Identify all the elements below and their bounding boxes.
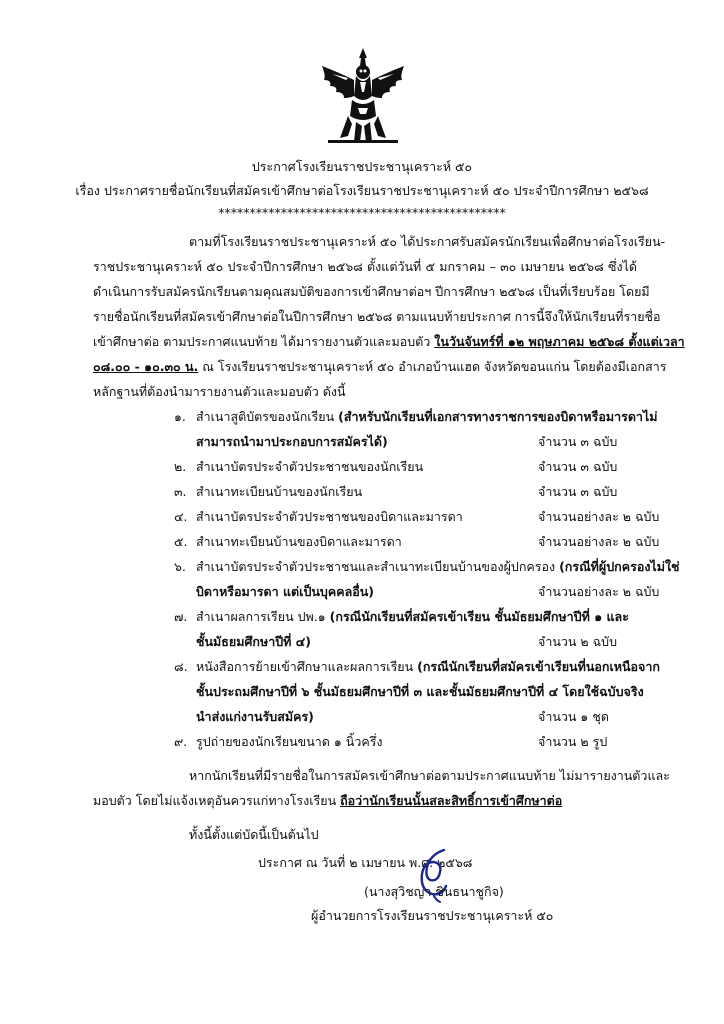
list-item-quantity: จำนวน ๑ ชุด: [538, 709, 609, 724]
announcement-subject: เรื่อง ประกาศรายชื่อนักเรียนที่สมัครเข้าศึกษาต่อโรงเรียนราชประชานุเคราะห์ ๕๐ ประจำปีการศึกษา ๒๕๖๘: [75, 183, 649, 198]
list-item-number: ๑.: [174, 409, 186, 424]
list-item: สำเนาบัตรประจำตัวประชาชนของนักเรียน: [196, 459, 424, 474]
list-item-number: ๖.: [174, 559, 186, 574]
list-item-continuation: ชั้นประถมศึกษาปีที่ ๖ ชั้นมัธยมศึกษาปีที่ ๓ และชั้นมัธยมศึกษาปีที่ ๔ โดยใช้ฉบับจริง: [196, 684, 644, 699]
list-item: หนังสือการย้ายเข้าศึกษาและผลการเรียน (กรณีนักเรียนที่สมัครเข้าเรียนที่นอกเหนือจาก: [196, 659, 660, 674]
report-date-emphasis: ในวันจันทร์ที่ ๑๒ พฤษภาคม ๒๕๖๘ ตั้งแต่เวลา: [434, 334, 685, 349]
paragraph-1-line-2: ราชประชานุเคราะห์ ๕๐ ประจำปีการศึกษา ๒๕๖๘ ตั้งแต่วันที่ ๕ มกราคม – ๓๐ เมษายน ๒๕๖๘ ซึ่งได้: [93, 259, 637, 274]
list-item: สำเนาผลการเรียน ปพ.๑ (กรณีนักเรียนที่สมัครเข้าเรียน ชั้นมัธยมศึกษาปีที่ ๑ และ: [196, 609, 629, 624]
list-item-number: ๒.: [174, 459, 187, 474]
list-item-quantity: จำนวน ๓ ฉบับ: [538, 459, 618, 474]
paragraph-2-line-2: มอบตัว โดยไม่แจ้งเหตุอันควรแก่ทางโรงเรียน ถือว่านักเรียนนั้นสละสิทธิ์การเข้าศึกษาต่อ: [93, 793, 563, 808]
list-item-quantity: จำนวนอย่างละ ๒ ฉบับ: [538, 584, 660, 599]
paragraph-2-line-1: หากนักเรียนที่มีรายชื่อในการสมัครเข้าศึกษาต่อตามประกาศแนบท้าย ไม่มารายงานตัวและ: [189, 768, 670, 783]
garuda-emblem-icon: [318, 46, 408, 146]
list-item: สำเนาบัตรประจำตัวประชาชนและสำเนาทะเบียนบ้านของผู้ปกครอง (กรณีที่ผู้ปกครองไม่ใช่: [196, 559, 680, 574]
list-item-continuation: นำส่งแก่งานรับสมัคร): [196, 709, 314, 724]
list-item-continuation: ชั้นมัธยมศึกษาปีที่ ๔): [196, 634, 311, 649]
paragraph-1-line-4: รายชื่อนักเรียนที่สมัครเข้าศึกษาต่อในปีการศึกษา ๒๕๖๘ ตามแนบท้ายประกาศ การนี้จึงให้นักเรียนที่รายชื่อ: [93, 309, 661, 324]
list-item: สำเนาบัตรประจำตัวประชาชนของบิดาและมารดา: [196, 509, 463, 524]
list-item-quantity: จำนวน ๒ ฉบับ: [538, 634, 618, 649]
list-item: สำเนาสูติบัตรของนักเรียน (สำหรับนักเรียนที่เอกสารทางราชการของบิดาหรือมารดาไม่: [196, 409, 658, 424]
paragraph-1-line-7: หลักฐานที่ต้องนำมารายงานตัวและมอบตัว ดังนี้: [93, 384, 346, 399]
list-item-continuation: สามารถนำมาประกอบการสมัครได้): [196, 434, 388, 449]
paragraph-1-line-3: ดำเนินการรับสมัครนักเรียนตามคุณสมบัติของการเข้าศึกษาต่อฯ ปีการศึกษา ๒๕๖๘ เป็นที่เรียบร้อย โดยมี: [93, 284, 650, 299]
list-item-quantity: จำนวนอย่างละ ๒ ฉบับ: [538, 534, 660, 549]
list-item-number: ๘.: [174, 659, 188, 674]
list-item-continuation: บิดาหรือมารดา แต่เป็นบุคคลอื่น): [196, 584, 375, 599]
list-item-number: ๓.: [174, 484, 187, 499]
list-item-quantity: จำนวน ๓ ฉบับ: [538, 434, 618, 449]
report-time-emphasis: ๐๘.๐๐ - ๑๐.๓๐ น.: [93, 359, 199, 374]
list-item-number: ๗.: [174, 609, 188, 624]
list-item-number: ๙.: [174, 734, 188, 749]
list-item-quantity: จำนวนอย่างละ ๒ ฉบับ: [538, 509, 660, 524]
list-item-number: ๔.: [174, 509, 188, 524]
signatory-position: ผู้อำนวยการโรงเรียนราชประชานุเคราะห์ ๕๐: [311, 908, 554, 923]
signatory-name: (นางสุวิชญา ชินธนาชูกิจ): [364, 884, 504, 899]
forfeit-notice: ถือว่านักเรียนนั้นสละสิทธิ์การเข้าศึกษาต่อ: [340, 793, 563, 808]
announcement-date: ประกาศ ณ วันที่ ๒ เมษายน พ.ศ. ๒๕๖๘: [258, 855, 473, 870]
separator-line: **********************************************: [218, 205, 506, 220]
paragraph-1-line-6-text: ณ โรงเรียนราชประชานุเคราะห์ ๕๐ อำเภอบ้านแฮด จังหวัดขอนแก่น โดยต้องมีเอกสาร: [198, 359, 667, 374]
list-item: รูปถ่ายของนักเรียนขนาด ๑ นิ้วครึ่ง: [196, 734, 383, 749]
effective-statement: ทั้งนี้ตั้งแต่บัดนี้เป็นต้นไป: [189, 827, 319, 842]
announcement-title: ประกาศโรงเรียนราชประชานุเคราะห์ ๕๐: [251, 159, 473, 174]
list-item: สำเนาทะเบียนบ้านของบิดาและมารดา: [196, 534, 402, 549]
paragraph-1-line-5-text: เข้าศึกษาต่อ ตามประกาศแนบท้าย ได้มารายงานตัวและมอบตัว: [93, 334, 435, 349]
list-item-quantity: จำนวน ๒ รูป: [538, 734, 608, 749]
paragraph-1-line-5: [93, 334, 685, 350]
list-item-quantity: จำนวน ๓ ฉบับ: [538, 484, 618, 499]
list-item: สำเนาทะเบียนบ้านของนักเรียน: [196, 484, 363, 499]
paragraph-1-line-6: [93, 359, 666, 375]
paragraph-1-line-1: ตามที่โรงเรียนราชประชานุเคราะห์ ๕๐ ได้ประกาศรับสมัครนักเรียนเพื่อศึกษาต่อโรงเรียน-: [189, 234, 666, 249]
list-item-number: ๕.: [174, 534, 188, 549]
